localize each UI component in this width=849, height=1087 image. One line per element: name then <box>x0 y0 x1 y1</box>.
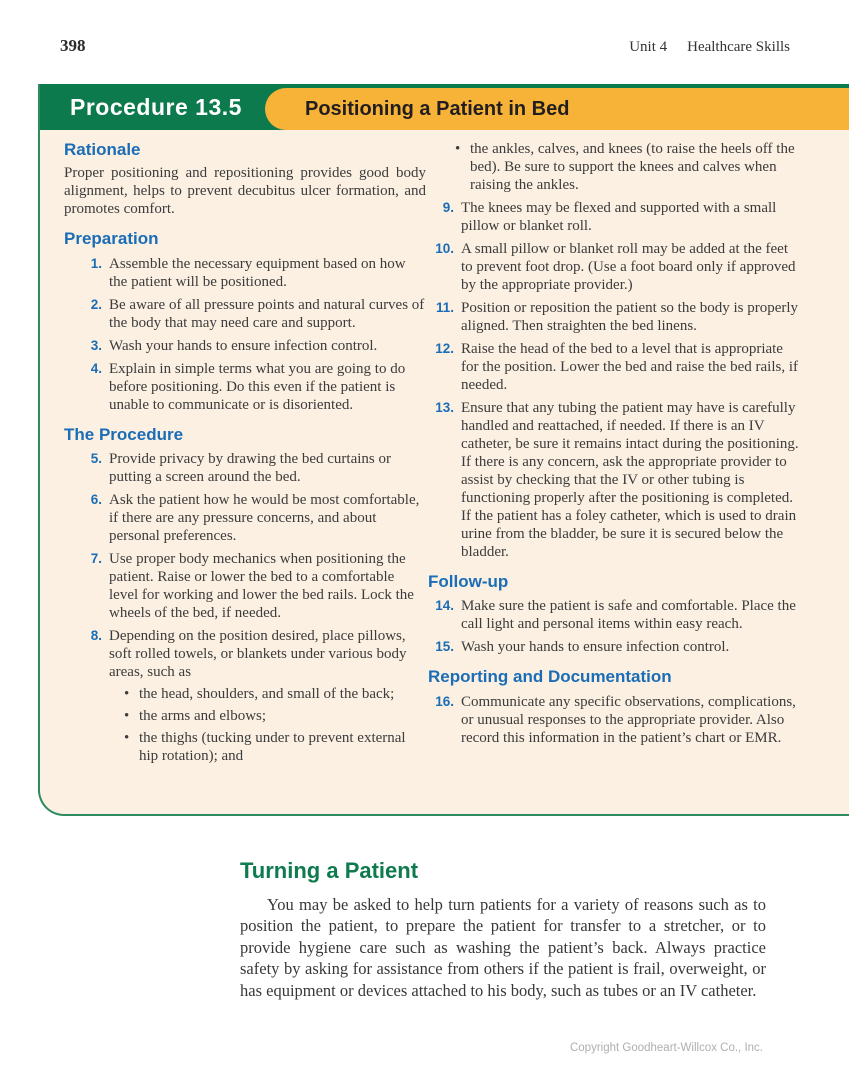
step-text: Assemble the necessary equipment based on how the patient will be positioned. <box>109 255 406 290</box>
step-number: 6. <box>90 492 102 508</box>
rationale-paragraph: Proper positioning and repositioning provides good body alignment, helps to prevent decubitus ulcer formation, and promotes comfort. <box>64 165 426 218</box>
step-number: 5. <box>90 451 102 467</box>
step-text: Communicate any specific observations, complications, or unusual responses to the appropriate provider. Also record this information in the patient’s chart or EMR. <box>461 693 796 746</box>
step-text: Ask the patient how he would be most comfortable, if there are any pressure concerns, and about personal preferences. <box>109 492 420 545</box>
bullet-text: the arms and elbows; <box>139 708 267 725</box>
turning-a-patient-paragraph: You may be asked to help turn patients for a variety of reasons such as to position the patient, to prepare the patient for transfer to a stretcher, or to provide hygiene care such as washing the patient’s back. Always practice safety by asking for assistance from others if the patient is frail, overweight, or has equipment or devices attached to his body, such as tubes or an IV catheter. <box>240 895 766 1000</box>
copyright-notice: Copyright Goodheart-Willcox Co., Inc. <box>569 1042 763 1054</box>
bullet-icon: • <box>124 686 130 703</box>
step-number: 8. <box>90 628 102 644</box>
bullet-item <box>455 140 802 194</box>
step-4 <box>76 360 426 414</box>
step-text: Raise the head of the bed to a level that is appropriate for the position. Lower the bed and raise the bed rails, if needed. <box>461 341 798 393</box>
section-heading-preparation: Preparation <box>64 229 159 249</box>
step-6 <box>76 491 426 545</box>
right-column <box>428 140 802 747</box>
step-number: 11. <box>435 300 454 315</box>
bullet-text: the head, shoulders, and small of the back; <box>139 686 395 703</box>
step-number: 4. <box>90 360 102 376</box>
step-number: 9. <box>442 200 454 215</box>
bullet-text: the ankles, calves, and knees (to raise the heels off the bed). Be sure to support the knees and calves when raising the ankles. <box>470 141 795 193</box>
step-number: 15. <box>435 639 454 655</box>
step-number: 1. <box>90 255 102 271</box>
step-1 <box>76 255 426 291</box>
bullet-item <box>124 685 426 703</box>
step-text: Make sure the patient is safe and comfortable. Place the call light and personal items within easy reach. <box>461 598 796 633</box>
bullet-icon: • <box>124 708 130 725</box>
step-text: Explain in simple terms what you are going to do before positioning. Do this even if the patient is unable to communicate or is disoriented. <box>109 360 406 413</box>
step-text: The knees may be flexed and supported with a small pillow or blanket roll. <box>461 200 777 234</box>
step-2 <box>76 296 426 332</box>
section-heading-rationale: Rationale <box>64 140 141 159</box>
step-number: 14. <box>435 598 454 614</box>
step-12 <box>428 340 802 394</box>
section-heading-reporting-and-documentation: Reporting and Documentation <box>428 667 672 687</box>
step-text: Ensure that any tubing the patient may have is carefully handled and reattached, if needed. If there is an IV catheter, be sure it remains intact during the positioning. If there is any concern, ask the appropriate provider to assist by checking that the IV or other tubing is functioning properly after the positioning is completed. If the patient has a foley catheter, which is used to drain urine from the bladder, be sure it is secured below the bladder. <box>461 400 799 560</box>
section-heading-follow-up: Follow-up <box>428 572 509 591</box>
procedure-box <box>38 84 849 816</box>
bullet-icon: • <box>455 141 461 157</box>
step-number: 3. <box>90 337 102 353</box>
bullet-item <box>124 729 426 765</box>
step-3 <box>76 337 426 355</box>
step-9 <box>428 199 802 235</box>
step-text: Use proper body mechanics when positioning the patient. Raise or lower the bed to a comfortable level for working and lower the bed rails. Lock the wheels of the bed, if needed. <box>109 551 414 622</box>
procedure-banner <box>40 84 849 130</box>
bullet-item <box>124 707 426 725</box>
step-number: 2. <box>90 296 102 312</box>
bullet-icon: • <box>124 730 130 747</box>
procedure-title: Positioning a Patient in Bed <box>305 98 570 120</box>
step-number: 7. <box>90 551 102 567</box>
step-text: Depending on the position desired, place pillows, soft rolled towels, or blankets under various body areas, such as <box>109 628 407 681</box>
step-text: Position or reposition the patient so the body is properly aligned. Then straighten the bed linens. <box>461 300 799 334</box>
step-number: 16. <box>435 693 454 709</box>
bullet-text: the thighs (tucking under to prevent external hip rotation); and <box>139 730 406 765</box>
running-head-title: Healthcare Skills <box>687 39 790 55</box>
step-14 <box>428 597 802 633</box>
step-16 <box>428 693 802 747</box>
running-head <box>629 39 790 56</box>
step-text: A small pillow or blanket roll may be added at the feet to prevent foot drop. (Use a foot board only if approved by the appropriate provider.) <box>461 241 796 293</box>
procedure-title-ribbon <box>265 88 849 130</box>
step-13 <box>428 399 802 561</box>
step-10 <box>428 240 802 294</box>
left-column <box>64 140 426 765</box>
step-number: 12. <box>435 341 454 356</box>
running-head-unit: Unit 4 <box>629 39 668 55</box>
turning-a-patient-section <box>240 858 766 1001</box>
step-text: Be aware of all pressure points and natural curves of the body that may need care and support. <box>109 296 425 331</box>
procedure-number-label: Procedure 13.5 <box>70 94 242 120</box>
step-11 <box>428 299 802 335</box>
step-text: Wash your hands to ensure infection control. <box>109 337 378 354</box>
step-5 <box>76 450 426 486</box>
step-number: 10. <box>435 241 454 256</box>
step-text: Wash your hands to ensure infection control. <box>461 639 730 656</box>
turning-a-patient-heading: Turning a Patient <box>240 858 419 883</box>
step-text: Provide privacy by drawing the bed curtains or putting a screen around the bed. <box>109 451 392 486</box>
step-7 <box>76 550 426 622</box>
step-number: 13. <box>435 400 454 415</box>
section-heading-the-procedure: The Procedure <box>64 424 184 444</box>
page-number: 398 <box>60 36 86 55</box>
step-15 <box>428 638 802 656</box>
step-8 <box>76 627 426 681</box>
